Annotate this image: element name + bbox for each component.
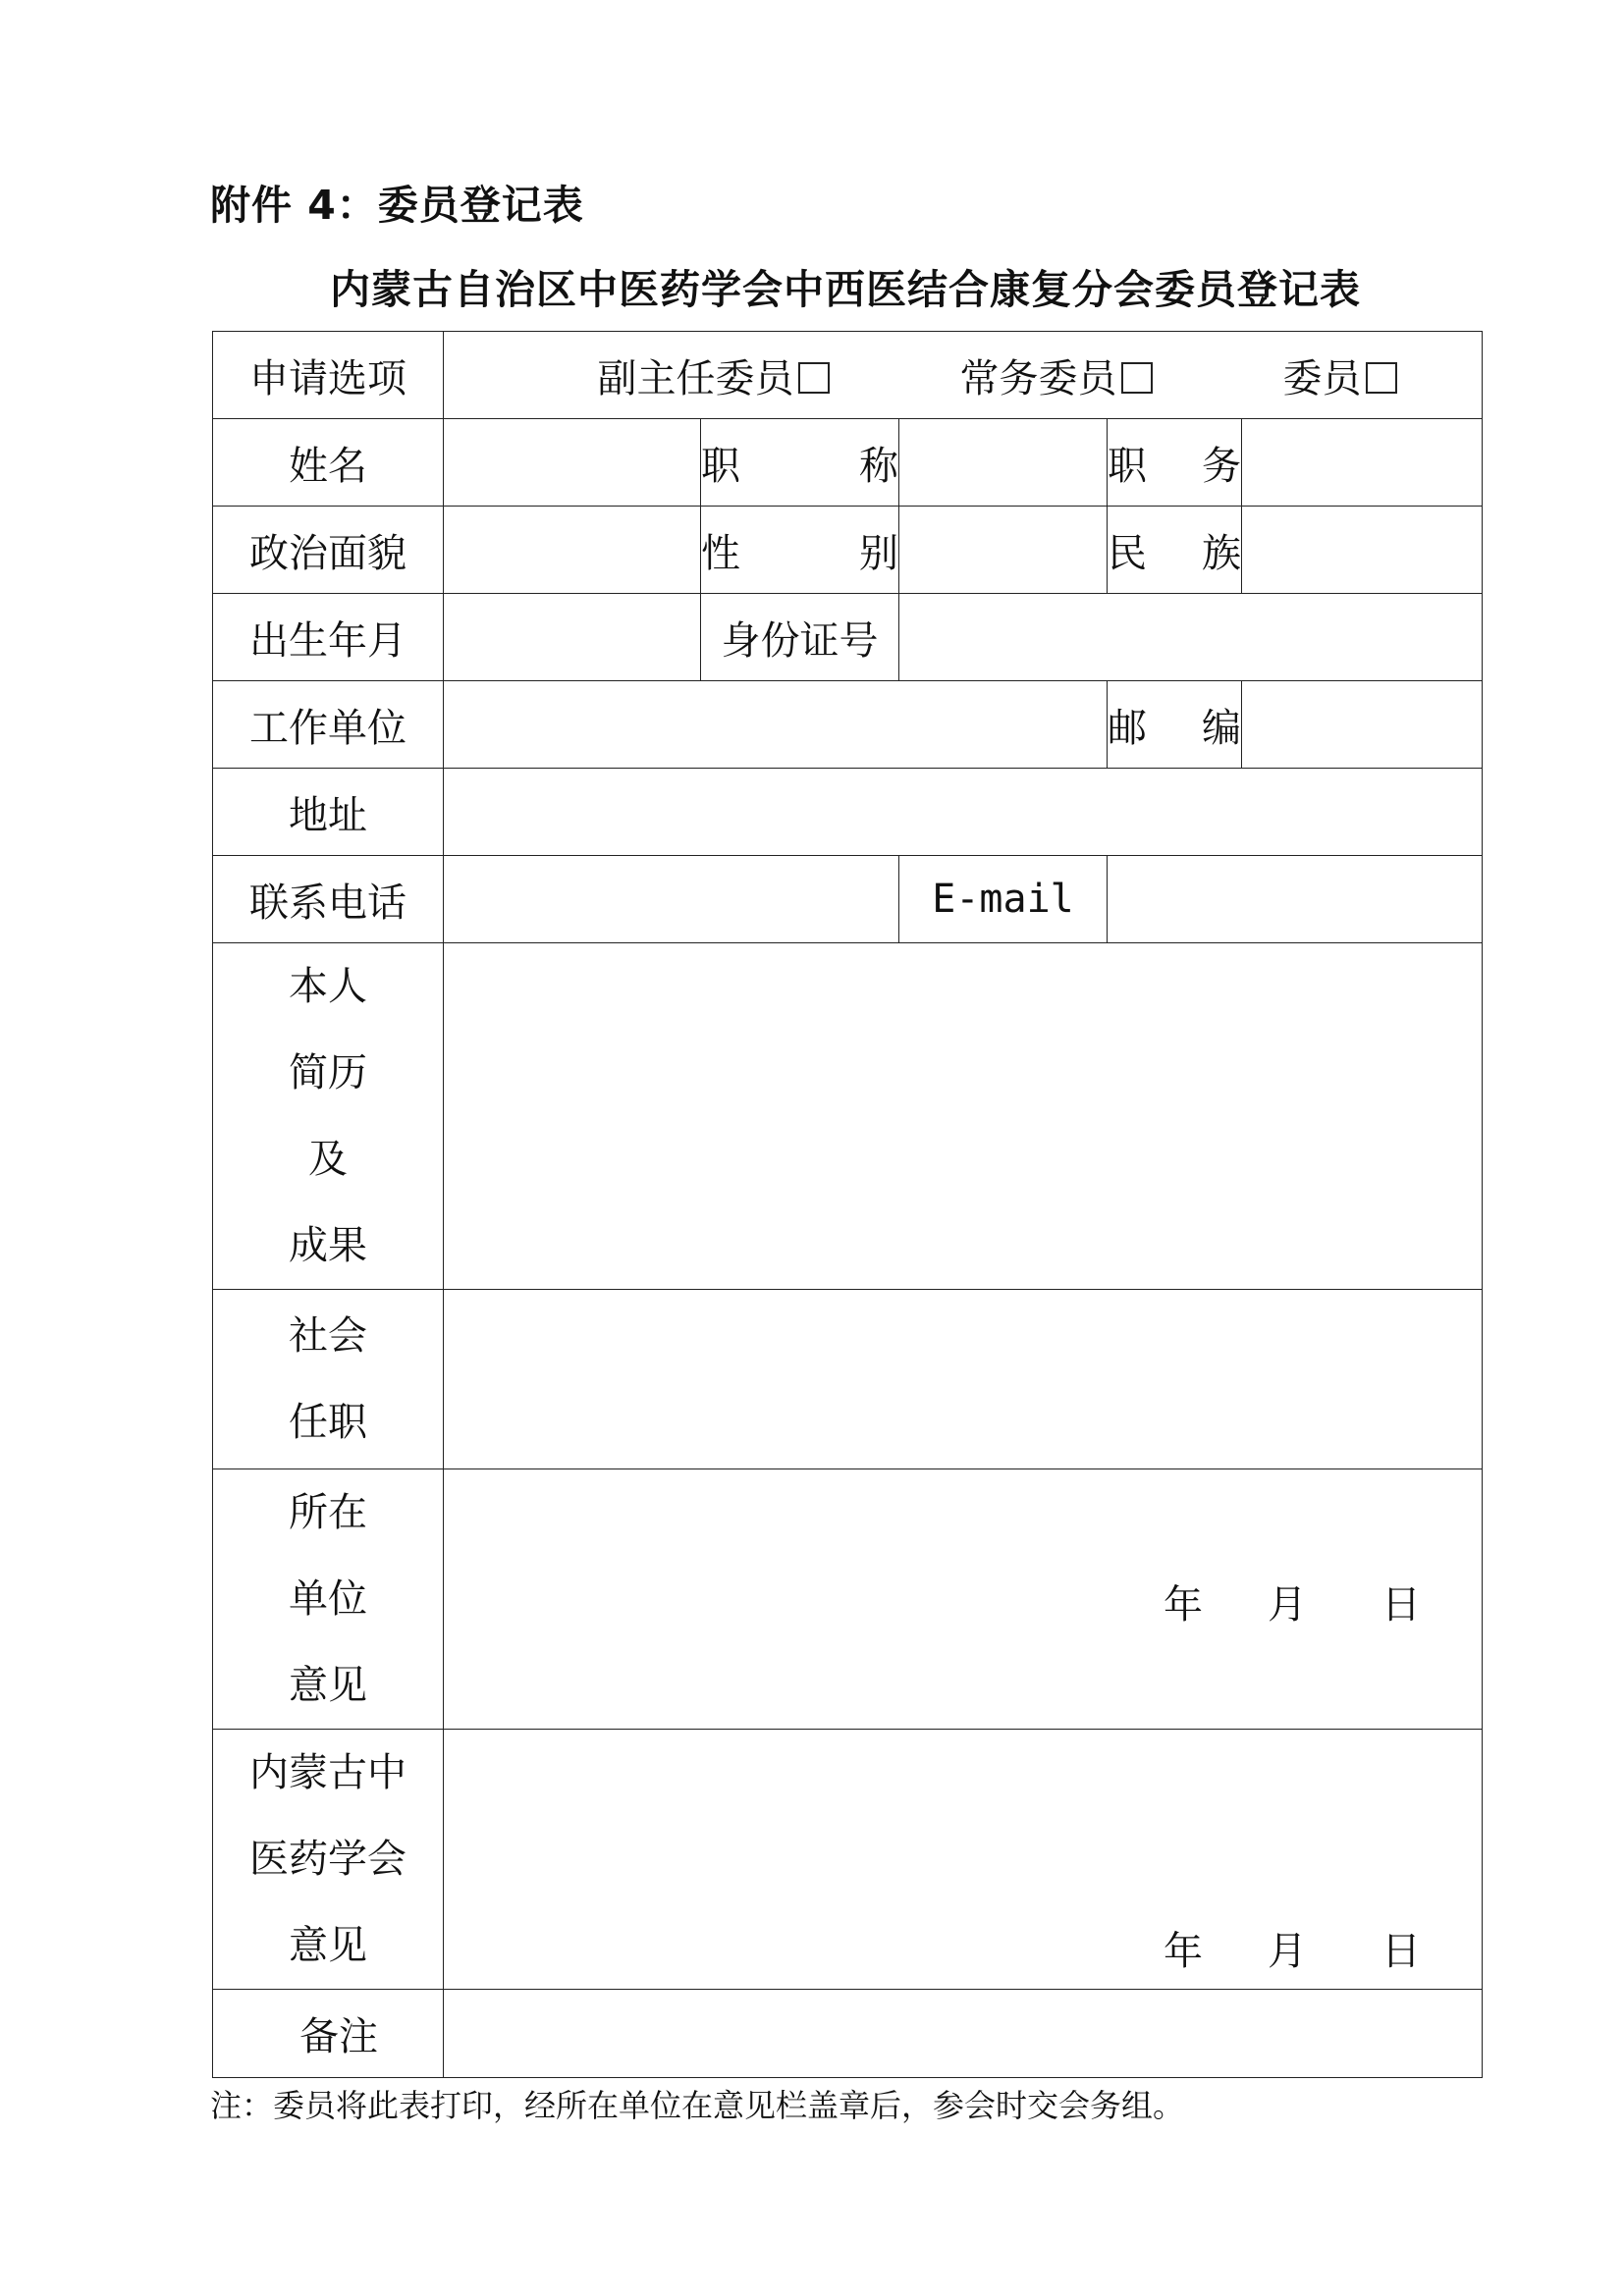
row-phone [213,856,1483,943]
postcode-field[interactable] [1242,681,1483,769]
resume-field[interactable] [444,943,1483,1290]
social-field[interactable] [444,1290,1483,1469]
society-opinion-date [1164,1920,1421,1976]
address-field[interactable] [444,769,1483,856]
row-birth [213,594,1483,681]
id-field[interactable] [899,594,1483,681]
gender-label: 性别 [701,507,899,594]
row-work-unit [213,681,1483,769]
apply-options-cell [444,332,1483,419]
date-day: 日 [1381,1582,1422,1628]
birth-label: 出生年月 [213,594,444,681]
phone-field[interactable] [444,856,899,943]
date-month: 月 [1268,1929,1308,1974]
position-field[interactable] [1242,419,1483,507]
work-unit-field[interactable] [444,681,1108,769]
row-apply-option [213,332,1483,419]
email-field[interactable] [1108,856,1483,943]
birth-field[interactable] [444,594,701,681]
row-unit-opinion [213,1469,1483,1730]
society-opinion-label-line: 意见 [289,1923,367,1968]
footer-note: 注：委员将此表打印，经所在单位在意见栏盖章后，参会时交会务组。 [210,2087,1185,2124]
registration-form-table [212,331,1483,2078]
attachment-heading: 附件 4：委员登记表 [210,182,584,229]
option-member[interactable] [1283,347,1397,403]
society-opinion-label-line: 内蒙古中 [249,1750,406,1795]
unit-opinion-label-line: 单位 [289,1576,367,1622]
vice-chair-checkbox[interactable] [798,362,830,394]
resume-label-line: 成果 [289,1223,367,1268]
resume-label-line: 本人 [289,964,367,1009]
email-label: E-mail [899,856,1108,943]
date-year: 年 [1164,1929,1204,1974]
option-member-label: 委员 [1282,355,1362,401]
ethnicity-label: 民族 [1108,507,1242,594]
apply-option-label: 申请选项 [213,332,444,419]
unit-opinion-label [213,1469,444,1730]
row-name [213,419,1483,507]
name-field[interactable] [444,419,701,507]
unit-opinion-label-line: 所在 [289,1490,367,1535]
position-label: 职务 [1108,419,1242,507]
standing-checkbox[interactable] [1121,362,1153,394]
title-field[interactable] [899,419,1108,507]
work-unit-label: 工作单位 [213,681,444,769]
option-vice-chair[interactable] [598,347,830,403]
political-label: 政治面貌 [213,507,444,594]
option-vice-chair-label: 副主任委员 [597,355,794,401]
row-address [213,769,1483,856]
row-social [213,1290,1483,1469]
row-society-opinion [213,1730,1483,1990]
id-label: 身份证号 [701,594,899,681]
political-field[interactable] [444,507,701,594]
resume-label [213,943,444,1290]
member-checkbox[interactable] [1366,362,1397,394]
society-opinion-field[interactable] [444,1730,1483,1990]
remarks-field[interactable] [444,1990,1483,2078]
date-day: 日 [1381,1929,1422,1974]
unit-opinion-field[interactable] [444,1469,1483,1730]
resume-label-line: 简历 [289,1050,367,1095]
option-standing-label: 常务委员 [959,355,1117,401]
date-year: 年 [1164,1582,1204,1628]
name-label: 姓名 [213,419,444,507]
social-label [213,1290,444,1469]
phone-label: 联系电话 [213,856,444,943]
option-standing[interactable] [960,347,1153,403]
unit-opinion-label-line: 意见 [289,1663,367,1708]
form-title: 内蒙古自治区中医药学会中西医结合康复分会委员登记表 [330,266,1361,313]
social-label-line: 社会 [289,1313,367,1359]
row-resume [213,943,1483,1290]
gender-field[interactable] [899,507,1108,594]
unit-opinion-date [1164,1574,1421,1629]
ethnicity-field[interactable] [1242,507,1483,594]
title-label: 职称 [701,419,899,507]
row-political [213,507,1483,594]
postcode-label: 邮编 [1108,681,1242,769]
society-opinion-label [213,1730,444,1990]
society-opinion-label-line: 医药学会 [249,1837,406,1882]
address-label: 地址 [213,769,444,856]
row-remarks [213,1990,1483,2078]
social-label-line: 任职 [289,1400,367,1445]
date-month: 月 [1268,1582,1308,1628]
resume-label-line: 及 [308,1137,348,1182]
remarks-label: 备注 [213,1990,444,2078]
